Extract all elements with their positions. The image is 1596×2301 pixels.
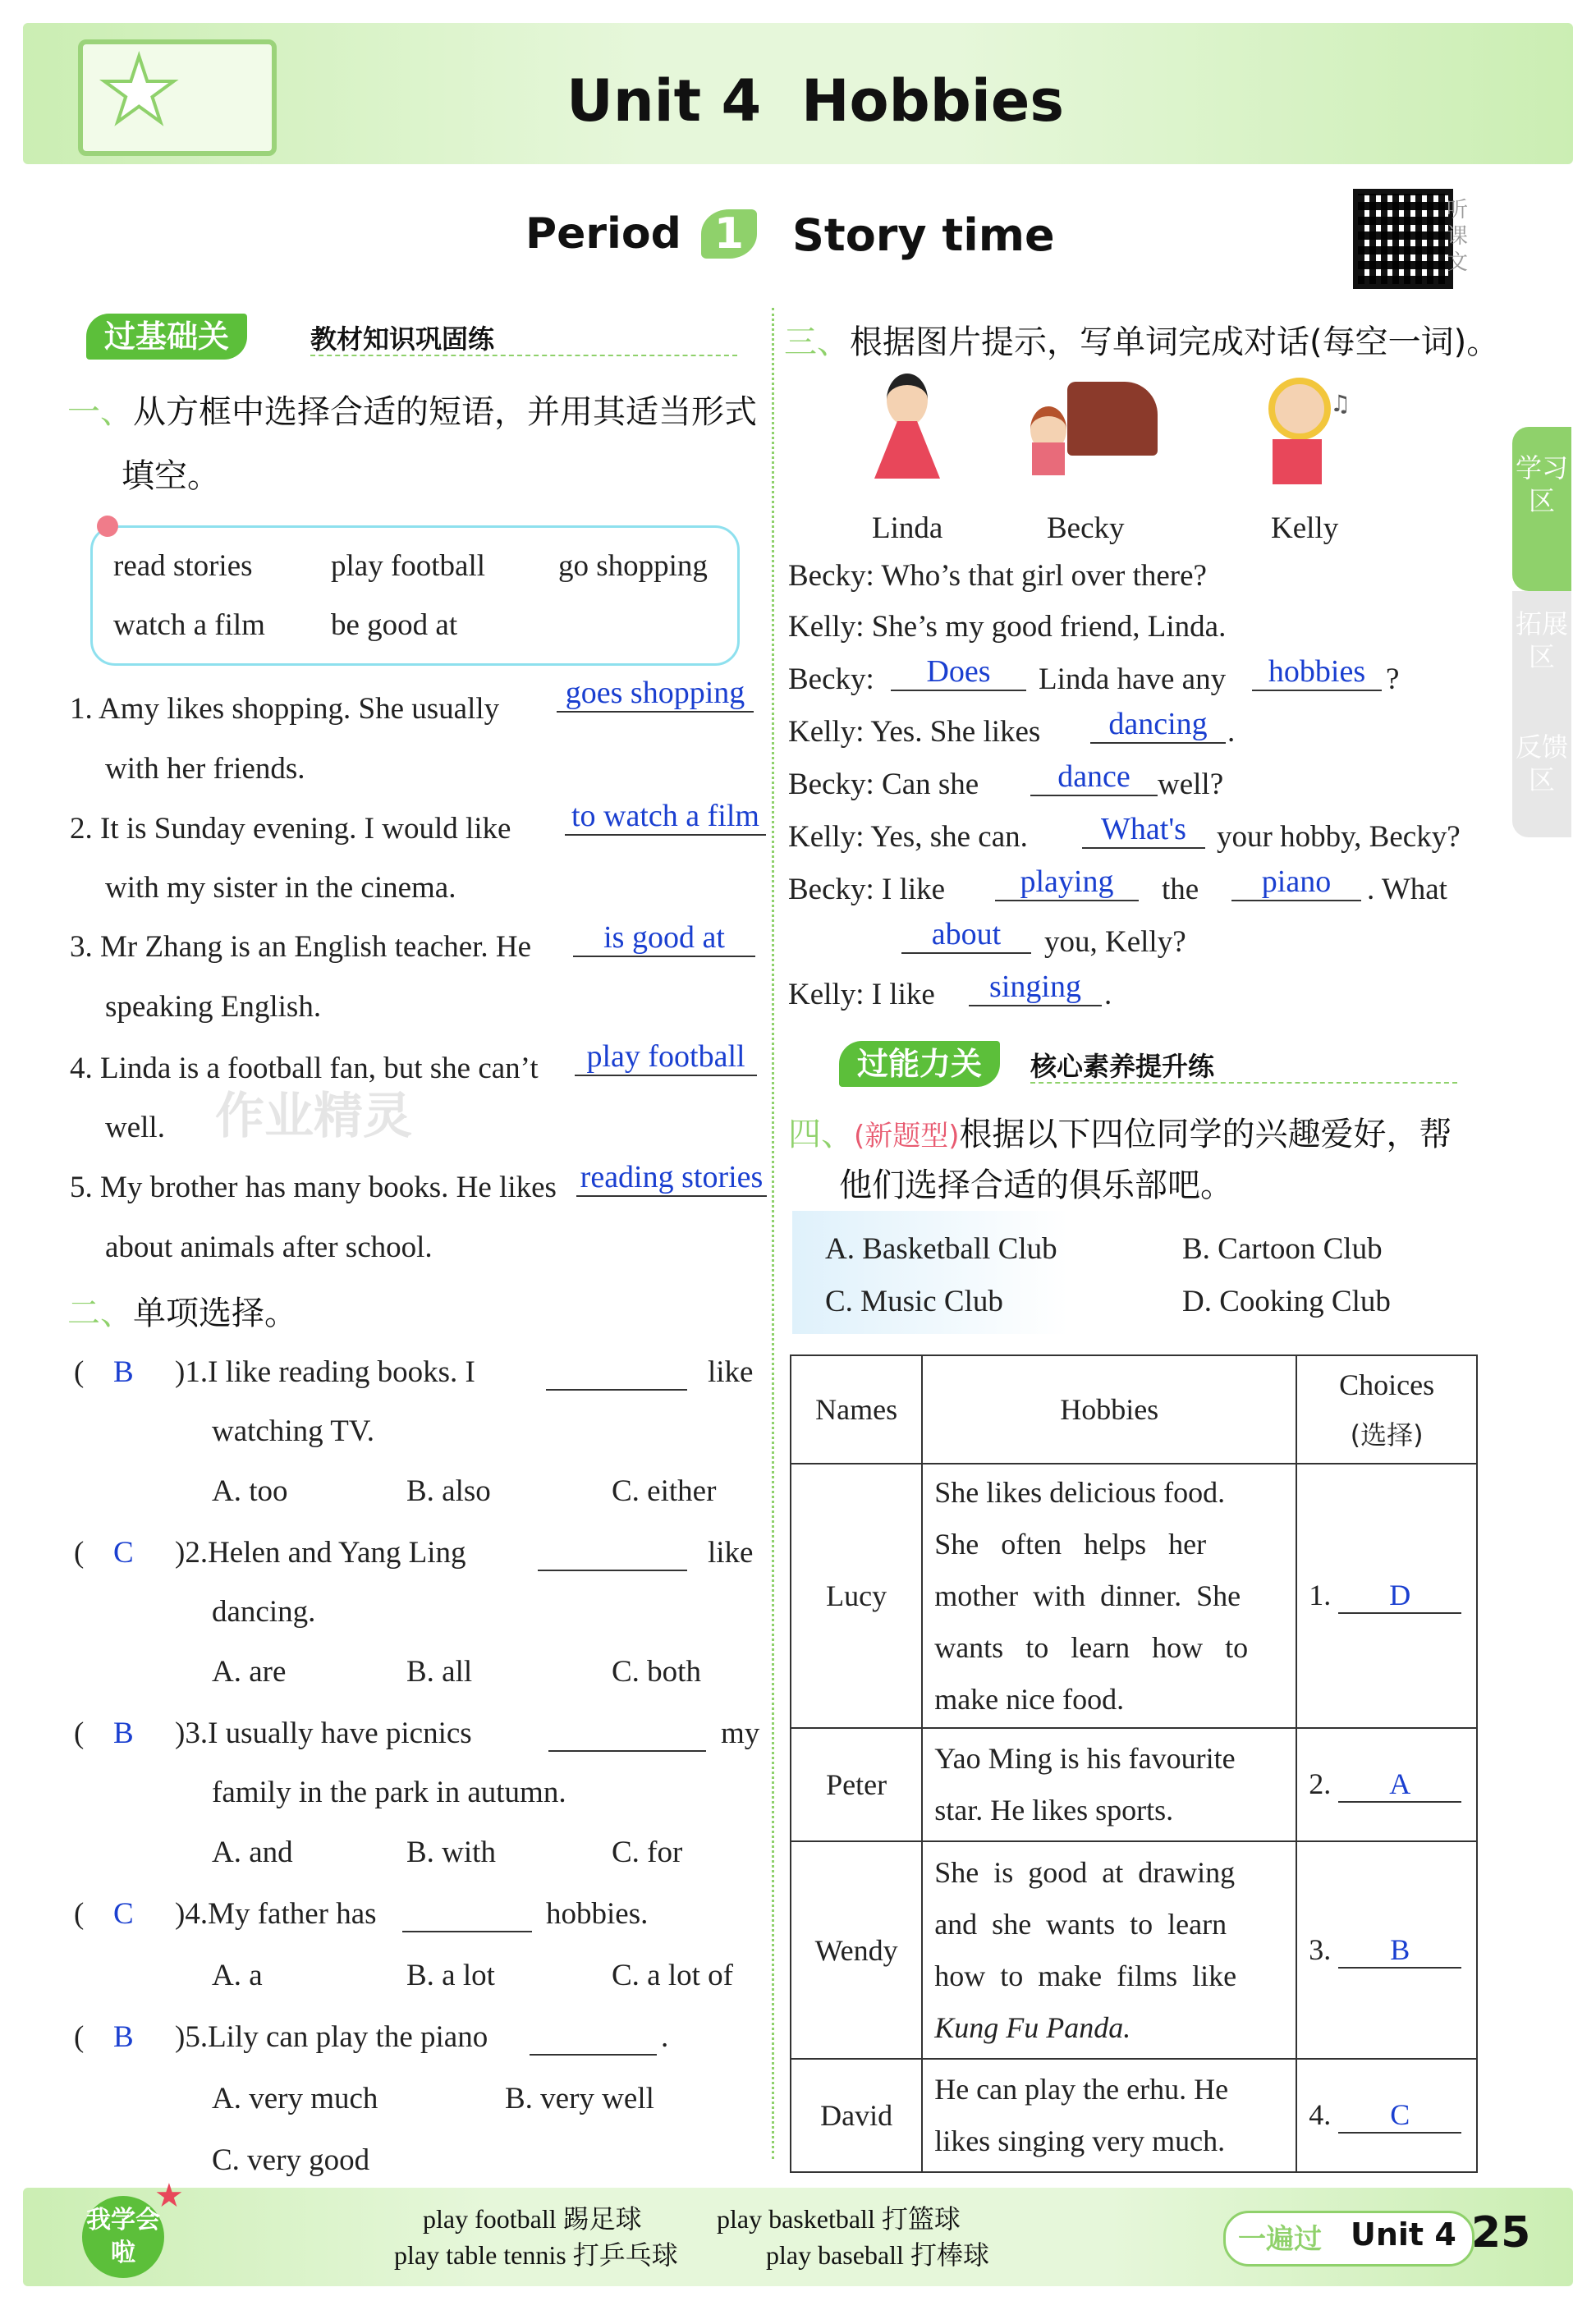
footer-unit: Unit 4 bbox=[1351, 2216, 1456, 2253]
p1-q1-cont: with her friends. bbox=[105, 752, 305, 786]
dialog-line-5a: Becky: Can she bbox=[788, 768, 979, 801]
p2-q2-paren: ( bbox=[74, 1536, 85, 1570]
footer-vocab-2: play basketball 打篮球 bbox=[717, 2204, 961, 2234]
row-name-wendy: Wendy bbox=[791, 1841, 922, 2059]
dialog-answer-does[interactable]: Does bbox=[891, 653, 1026, 691]
row-choice-peter: 2. A bbox=[1296, 1728, 1477, 1841]
p1-q2-answer[interactable]: to watch a film bbox=[565, 798, 766, 836]
dialog-answer-whats[interactable]: What's bbox=[1082, 811, 1205, 849]
p2-q1-text-b: like bbox=[708, 1355, 754, 1389]
p2-q3-line2: family in the park in autumn. bbox=[212, 1776, 566, 1809]
club-d[interactable]: D. Cooking Club bbox=[1182, 1285, 1391, 1318]
p1-q3-text: 3. Mr Zhang is an English teacher. He bbox=[70, 930, 532, 964]
dialog-answer-singing[interactable]: singing bbox=[969, 969, 1102, 1006]
footer-vocab-4: play baseball 打棒球 bbox=[766, 2240, 989, 2270]
dialog-answer-piano[interactable]: piano bbox=[1231, 864, 1361, 901]
section-badge-ability: 过能力关 bbox=[839, 1041, 1000, 1087]
p1-q3-answer[interactable]: is good at bbox=[573, 919, 755, 957]
footer-badge: 我学会啦 bbox=[82, 2196, 164, 2278]
table-header-row bbox=[791, 1355, 1477, 1464]
p2-q4-text: )4.My father has bbox=[175, 1897, 377, 1931]
name-becky: Becky bbox=[1047, 511, 1125, 545]
part4-heading: 四、(新题型)根据以下四位同学的兴趣爱好，帮 bbox=[788, 1116, 1452, 1153]
p2-q1-opt-c[interactable]: C. either bbox=[612, 1474, 717, 1508]
club-c[interactable]: C. Music Club bbox=[825, 1285, 1003, 1318]
qr-code-icon[interactable] bbox=[1353, 189, 1453, 289]
p2-q2-opt-b[interactable]: B. all bbox=[406, 1655, 473, 1689]
p2-q2-text: )2.Helen and Yang Ling bbox=[175, 1536, 466, 1570]
part1-heading-line2: 填空。 bbox=[122, 457, 220, 495]
phrase-watch-a-film: watch a film bbox=[113, 608, 265, 642]
part4-heading-line2: 他们选择合适的俱乐部吧。 bbox=[839, 1167, 1233, 1204]
row-hobby-wendy: She is good at drawing and she wants to learn how to make films like Kung Fu Panda. bbox=[922, 1841, 1296, 2059]
dialog-line-9b: . bbox=[1104, 978, 1112, 1011]
p1-q5-cont: about animals after school. bbox=[105, 1231, 433, 1264]
p2-q1-paren: ( bbox=[74, 1355, 85, 1389]
p1-q1-text: 1. Amy likes shopping. She usually bbox=[70, 692, 500, 726]
footer-series: 一遍过 bbox=[1238, 2223, 1322, 2256]
p2-q3-opt-b[interactable]: B. with bbox=[406, 1836, 496, 1869]
p2-q5-blank[interactable] bbox=[530, 2019, 657, 2056]
phrase-be-good-at: be good at bbox=[331, 608, 458, 642]
p2-q3-opt-a[interactable]: A. and bbox=[212, 1836, 293, 1869]
p2-q1-blank[interactable] bbox=[546, 1354, 687, 1391]
p2-q5-answer[interactable]: B bbox=[113, 2020, 134, 2054]
p2-q5-opt-c[interactable]: C. very good bbox=[212, 2143, 370, 2177]
p2-q3-text: )3.I usually have picnics bbox=[175, 1717, 472, 1750]
p2-q4-opt-c[interactable]: C. a lot of bbox=[612, 1959, 733, 1992]
p2-q1-text: )1.I like reading books. I bbox=[175, 1355, 475, 1389]
choice-answer-2[interactable]: A bbox=[1338, 1767, 1461, 1803]
club-b[interactable]: B. Cartoon Club bbox=[1182, 1232, 1383, 1266]
dialog-line-7c: . What bbox=[1367, 873, 1447, 906]
section-line-basic bbox=[310, 355, 737, 356]
dialog-line-8b: you, Kelly? bbox=[1044, 925, 1186, 959]
side-tab-extend[interactable]: 拓展区 bbox=[1512, 591, 1571, 714]
p2-q2-answer[interactable]: C bbox=[113, 1536, 134, 1570]
dialog-line-6b: your hobby, Becky? bbox=[1217, 820, 1461, 854]
part3-heading: 三、根据图片提示，写单词完成对话(每空一词)。 bbox=[784, 323, 1500, 361]
part2-heading: 二、单项选择。 bbox=[67, 1295, 297, 1332]
period-label: Period 1 bbox=[525, 209, 757, 259]
row-hobby-lucy: She likes delicious food. She often helps her mother with dinner. She wants to learn how to make nice food. bbox=[922, 1464, 1296, 1728]
qr-side-label: 听课文 bbox=[1447, 198, 1469, 275]
p1-q5-answer[interactable]: reading stories bbox=[576, 1159, 767, 1197]
dialog-line-3b: Linda have any bbox=[1039, 662, 1227, 696]
dialog-answer-hobbies[interactable]: hobbies bbox=[1252, 653, 1382, 691]
phrase-play-football: play football bbox=[331, 549, 486, 583]
choice-answer-1[interactable]: D bbox=[1338, 1578, 1461, 1614]
row-choice-david: 4. C bbox=[1296, 2059, 1477, 2172]
section-line-ability bbox=[1030, 1082, 1457, 1084]
p2-q2-text-b: like bbox=[708, 1536, 754, 1570]
hobbies-table bbox=[790, 1354, 1478, 2173]
dialog-line-1: Becky: Who’s that girl over there? bbox=[788, 559, 1207, 593]
footer-star-icon: ★ bbox=[154, 2177, 184, 2215]
table-row bbox=[791, 1728, 1477, 1841]
section-badge-basic: 过基础关 bbox=[86, 314, 247, 360]
p2-q4-blank[interactable] bbox=[402, 1896, 532, 1932]
dialog-answer-dance[interactable]: dance bbox=[1030, 759, 1158, 796]
row-choice-wendy: 3. B bbox=[1296, 1841, 1477, 2059]
unit-title: Unit 4 Hobbies bbox=[566, 67, 1064, 135]
table-row bbox=[791, 1464, 1477, 1728]
header-names: Names bbox=[791, 1355, 922, 1464]
p1-q4-answer[interactable]: play football bbox=[575, 1038, 757, 1076]
p2-q1-opt-b[interactable]: B. also bbox=[406, 1474, 491, 1508]
period-subtitle: Story time bbox=[792, 209, 1055, 261]
footer-vocab-3: play table tennis 打乒乓球 bbox=[394, 2240, 678, 2270]
dialog-line-5b: well? bbox=[1158, 768, 1224, 801]
p1-q5-text: 5. My brother has many books. He likes bbox=[70, 1171, 557, 1204]
side-tab-study[interactable]: 学习区 bbox=[1512, 427, 1571, 591]
choice-answer-3[interactable]: B bbox=[1338, 1932, 1461, 1969]
star-mascot-icon: ★ bbox=[99, 38, 180, 143]
row-choice-lucy: 1. D bbox=[1296, 1464, 1477, 1728]
dialog-line-4a: Kelly: Yes. She likes bbox=[788, 715, 1041, 749]
p2-q3-text-b: my bbox=[721, 1717, 760, 1750]
section-sub-ability: 核心素养提升练 bbox=[1030, 1051, 1215, 1082]
part1-heading: 一、从方框中选择合适的短语，并用其适当形式 bbox=[67, 393, 757, 431]
header-choices: Choices (选择) bbox=[1296, 1355, 1477, 1464]
watermark: 作业精灵 bbox=[215, 1088, 412, 1145]
period-number: 1 bbox=[701, 209, 757, 259]
p1-q2-text: 2. It is Sunday evening. I would like bbox=[70, 812, 511, 846]
p2-q5-opt-a[interactable]: A. very much bbox=[212, 2082, 378, 2115]
becky-piano-illustration bbox=[1022, 374, 1162, 497]
p2-q4-text-b: hobbies. bbox=[546, 1897, 649, 1931]
p1-q2-cont: with my sister in the cinema. bbox=[105, 871, 456, 905]
kelly-singing-illustration: ♫ bbox=[1260, 374, 1367, 497]
linda-dancing-illustration bbox=[866, 374, 948, 497]
p2-q2-blank[interactable] bbox=[538, 1535, 687, 1571]
dialog-line-3a: Becky: bbox=[788, 662, 874, 696]
name-linda: Linda bbox=[872, 511, 943, 545]
phrase-read-stories: read stories bbox=[113, 549, 253, 583]
dialog-line-7a: Becky: I like bbox=[788, 873, 946, 906]
row-name-peter: Peter bbox=[791, 1728, 922, 1841]
footer-vocab-1: play football 踢足球 bbox=[423, 2204, 642, 2234]
row-name-david: David bbox=[791, 2059, 922, 2172]
p1-q4-text: 4. Linda is a football fan, but she can’t bbox=[70, 1052, 539, 1085]
p2-q3-opt-c[interactable]: C. for bbox=[612, 1836, 683, 1869]
p2-q4-paren: ( bbox=[74, 1897, 85, 1931]
table-row bbox=[791, 2059, 1477, 2172]
p1-q1-answer[interactable]: goes shopping bbox=[557, 675, 754, 713]
p1-q4-cont: well. bbox=[105, 1111, 165, 1144]
dialog-line-2: Kelly: She’s my good friend, Linda. bbox=[788, 610, 1227, 644]
club-a[interactable]: A. Basketball Club bbox=[825, 1232, 1057, 1266]
phrase-box bbox=[90, 525, 740, 666]
p2-q3-paren: ( bbox=[74, 1717, 85, 1750]
p2-q2-line2: dancing. bbox=[212, 1595, 316, 1629]
dialog-answer-about[interactable]: about bbox=[901, 916, 1031, 954]
dialog-answer-dancing[interactable]: dancing bbox=[1090, 706, 1226, 744]
p2-q4-opt-b[interactable]: B. a lot bbox=[406, 1959, 495, 1992]
table-row bbox=[791, 1841, 1477, 2059]
p2-q4-answer[interactable]: C bbox=[113, 1897, 134, 1931]
p2-q4-opt-a[interactable]: A. a bbox=[212, 1959, 263, 1992]
p2-q5-text-b: . bbox=[661, 2020, 669, 2054]
column-divider bbox=[772, 308, 774, 2159]
p2-q3-answer[interactable]: B bbox=[113, 1717, 134, 1750]
page-number: 25 bbox=[1471, 2208, 1531, 2257]
side-tab-feedback[interactable]: 反馈区 bbox=[1512, 714, 1571, 837]
header-hobbies: Hobbies bbox=[922, 1355, 1296, 1464]
p2-q1-line2: watching TV. bbox=[212, 1414, 375, 1448]
dialog-line-6a: Kelly: Yes, she can. bbox=[788, 820, 1028, 854]
dialog-line-7b: the bbox=[1162, 873, 1199, 906]
dialog-line-9a: Kelly: I like bbox=[788, 978, 935, 1011]
cherry-icon bbox=[97, 516, 118, 537]
p2-q2-opt-c[interactable]: C. both bbox=[612, 1655, 701, 1689]
p2-q1-opt-a[interactable]: A. too bbox=[212, 1474, 288, 1508]
p2-q5-paren: ( bbox=[74, 2020, 85, 2054]
row-name-lucy: Lucy bbox=[791, 1464, 922, 1728]
name-kelly: Kelly bbox=[1271, 511, 1339, 545]
p2-q5-text: )5.Lily can play the piano bbox=[175, 2020, 488, 2054]
dialog-line-4b: . bbox=[1227, 715, 1236, 749]
row-hobby-david: He can play the erhu. He likes singing very much. bbox=[922, 2059, 1296, 2172]
row-hobby-peter: Yao Ming is his favourite star. He likes sports. bbox=[922, 1728, 1296, 1841]
phrase-go-shopping: go shopping bbox=[558, 549, 708, 583]
choice-answer-4[interactable]: C bbox=[1338, 2097, 1461, 2134]
p2-q3-blank[interactable] bbox=[548, 1716, 706, 1752]
dialog-answer-playing[interactable]: playing bbox=[995, 864, 1139, 901]
section-sub-basic: 教材知识巩固练 bbox=[310, 323, 495, 355]
p1-q3-cont: speaking English. bbox=[105, 990, 322, 1024]
dialog-line-3c: ? bbox=[1386, 662, 1400, 696]
p2-q5-opt-b[interactable]: B. very well bbox=[505, 2082, 654, 2115]
p2-q2-opt-a[interactable]: A. are bbox=[212, 1655, 287, 1689]
p2-q1-answer[interactable]: B bbox=[113, 1355, 134, 1389]
